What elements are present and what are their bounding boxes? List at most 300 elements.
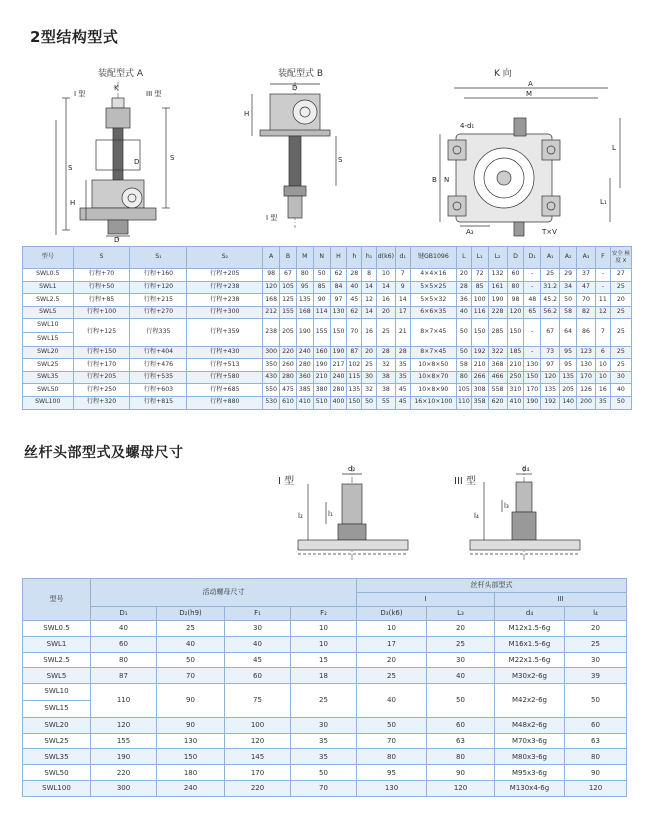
table-cell: 130	[357, 780, 427, 796]
table-cell: 150	[471, 319, 488, 346]
header-cell: A₂	[560, 247, 577, 269]
header-cell: L	[456, 247, 471, 269]
table-cell: 72	[471, 269, 488, 282]
table-cell: 102	[347, 359, 362, 372]
table-cell: 5×5×32	[410, 294, 456, 307]
table-cell: 10×8×90	[410, 384, 456, 397]
table-cell: 240	[296, 346, 313, 359]
table-cell: 115	[347, 371, 362, 384]
table-cell: 550	[263, 384, 280, 397]
table-cell: M16x1.5-6g	[495, 636, 565, 652]
table-cell: 10	[291, 636, 357, 652]
table-cell: 200	[577, 396, 596, 409]
table-cell: 105	[456, 384, 471, 397]
table-cell: 120	[91, 717, 157, 733]
table-cell: 205	[280, 319, 297, 346]
model-cell: SWL25	[23, 359, 74, 372]
table-cell: 32	[376, 359, 395, 372]
table-row	[23, 319, 632, 346]
svg-text:T×V: T×V	[542, 228, 557, 236]
table-cell: 80	[456, 371, 471, 384]
table-cell: 161	[488, 281, 507, 294]
table-row	[23, 359, 632, 372]
table-cell: 行程+85	[73, 294, 130, 307]
table-row	[23, 269, 632, 282]
table-cell: 55	[376, 396, 395, 409]
model-cell: SWL100	[23, 780, 91, 796]
table-cell: 行程+50	[73, 281, 130, 294]
table-cell: 20	[357, 652, 427, 668]
header-cell: 键GB1096	[410, 247, 456, 269]
table-cell: 58	[456, 359, 471, 372]
model-cell: SWL1	[23, 281, 74, 294]
table-cell: 190	[488, 294, 507, 307]
svg-text:S: S	[68, 164, 73, 172]
table-cell: 7	[595, 319, 610, 346]
table-cell: 40	[225, 636, 291, 652]
table-cell: 40	[456, 306, 471, 319]
svg-text:B: B	[432, 176, 437, 184]
model-cell: SWL35	[23, 749, 91, 765]
table-cell: 217	[330, 359, 347, 372]
table-cell: 98	[507, 294, 524, 307]
table-cell: 86	[577, 319, 596, 346]
table-cell: 30	[291, 717, 357, 733]
table-row	[23, 346, 632, 359]
svg-text:D: D	[114, 236, 120, 242]
table-row	[23, 384, 632, 397]
table-cell: 25	[291, 684, 357, 718]
table-cell: 27	[610, 269, 631, 282]
table-cell: 120	[507, 306, 524, 319]
header-nut: 活动螺母尺寸	[91, 579, 357, 607]
header-cell: A	[263, 247, 280, 269]
table-cell: 28	[395, 346, 410, 359]
table-cell: 210	[313, 371, 330, 384]
header-cell: S₁	[130, 247, 187, 269]
table-cell: 135	[541, 384, 560, 397]
table-cell: 25	[565, 636, 627, 652]
table-cell: 150	[157, 749, 225, 765]
table-cell: 12	[362, 294, 377, 307]
header-cell: l₄	[565, 607, 627, 621]
label-type-1: I 型	[278, 476, 295, 487]
table-cell: 6×6×35	[410, 306, 456, 319]
header-cell: h	[347, 247, 362, 269]
header-cell: H	[330, 247, 347, 269]
model-cell: SWL0.5	[23, 269, 74, 282]
table-cell: 28	[347, 269, 362, 282]
table-row	[23, 684, 627, 718]
table-cell: 50	[313, 269, 330, 282]
header-type-1: I	[357, 593, 495, 607]
svg-text:I 型: I 型	[266, 214, 278, 222]
drawing-k-view	[430, 78, 630, 238]
table-cell: 32	[362, 384, 377, 397]
model-cell: SWL100	[23, 396, 74, 409]
table-cell: 40	[347, 281, 362, 294]
table-cell: 90	[157, 717, 225, 733]
table-cell: 6	[595, 346, 610, 359]
table-cell: 168	[263, 294, 280, 307]
table-cell: 16	[376, 294, 395, 307]
table-cell: 50	[456, 346, 471, 359]
table-cell: 190	[313, 359, 330, 372]
table-row	[23, 636, 627, 652]
table-cell: 80	[565, 749, 627, 765]
header-cell: F₂	[291, 607, 357, 621]
table-cell: 60	[225, 668, 291, 684]
table-cell: 385	[296, 384, 313, 397]
table-cell: 14	[395, 294, 410, 307]
table-cell: 35	[291, 749, 357, 765]
svg-text:4-d₁: 4-d₁	[460, 122, 475, 130]
table-cell: 8×7×45	[410, 319, 456, 346]
table-cell: 行程+238	[187, 294, 263, 307]
table-cell: 20	[362, 346, 377, 359]
table-cell: 20	[376, 306, 395, 319]
table-cell: 70	[157, 668, 225, 684]
table-cell: 67	[541, 319, 560, 346]
table-cell: 18	[291, 668, 357, 684]
table-cell: 45	[395, 396, 410, 409]
table-cell: 192	[471, 346, 488, 359]
table-cell: 行程+70	[73, 269, 130, 282]
svg-text:d₄: d₄	[522, 465, 530, 473]
header-cell: S₂	[187, 247, 263, 269]
table-cell: 11	[595, 294, 610, 307]
table-cell: 190	[296, 319, 313, 346]
table-cell: -	[524, 346, 541, 359]
table-cell: 135	[347, 384, 362, 397]
model-cell: SWL0.5	[23, 621, 91, 637]
table-cell: 35	[395, 371, 410, 384]
header-cell: N	[313, 247, 330, 269]
table-cell: 17	[357, 636, 427, 652]
table-cell: 50	[427, 684, 495, 718]
table-cell: 285	[488, 319, 507, 346]
table-cell: 行程+880	[187, 396, 263, 409]
table-cell: 95	[560, 359, 577, 372]
table-cell: 280	[330, 384, 347, 397]
svg-text:d₂: d₂	[348, 465, 356, 473]
model-cell: SWL2.5	[23, 294, 74, 307]
table-cell: 29	[560, 269, 577, 282]
table-cell: 70	[291, 780, 357, 796]
table-cell: 60	[507, 269, 524, 282]
table-cell: 10	[595, 371, 610, 384]
table-cell: 80	[427, 749, 495, 765]
table-cell: 行程+404	[130, 346, 187, 359]
table-cell: 50	[362, 396, 377, 409]
model-cell: SWL25	[23, 733, 91, 749]
table-cell: 380	[313, 384, 330, 397]
table-cell: M95x3-6g	[495, 765, 565, 781]
table-cell: 90	[565, 765, 627, 781]
model-cell	[23, 684, 91, 718]
table-row	[23, 306, 632, 319]
table-cell: 17	[395, 306, 410, 319]
table-cell: 行程+205	[73, 371, 130, 384]
table-cell: 30	[427, 652, 495, 668]
table-cell: 40	[357, 684, 427, 718]
table-row	[23, 396, 632, 409]
table-cell: 210	[471, 359, 488, 372]
spec-table-nut-body	[23, 621, 627, 797]
table-cell: 280	[296, 359, 313, 372]
table-cell: 行程+215	[130, 294, 187, 307]
table-cell: 95	[560, 346, 577, 359]
section-title-structure: 2型结构型式	[30, 28, 119, 46]
table-cell: 120	[565, 780, 627, 796]
svg-text:A₃: A₃	[466, 228, 474, 236]
table-row	[23, 780, 627, 796]
table-cell: 行程+815	[130, 396, 187, 409]
table-row	[23, 717, 627, 733]
table-cell: 50	[157, 652, 225, 668]
table-cell: 25	[427, 636, 495, 652]
table-cell: 63	[565, 733, 627, 749]
header-cell: A₁	[541, 247, 560, 269]
table-cell: 25	[610, 359, 631, 372]
table-cell: 60	[91, 636, 157, 652]
spec-table-main	[22, 246, 632, 410]
table-cell: 155	[280, 306, 297, 319]
table-cell: 85	[313, 281, 330, 294]
table-cell: 39	[565, 668, 627, 684]
table-cell: 475	[280, 384, 297, 397]
table-cell: 40	[91, 621, 157, 637]
table-cell: 行程+125	[73, 319, 130, 346]
table-cell: 31.2	[541, 281, 560, 294]
table-row	[23, 668, 627, 684]
table-cell: 250	[507, 371, 524, 384]
table-cell: 90	[157, 684, 225, 718]
table-cell: 75	[225, 684, 291, 718]
table-cell: 行程+160	[130, 269, 187, 282]
table-cell: 190	[91, 749, 157, 765]
table-cell: 192	[541, 396, 560, 409]
table-cell: 45	[347, 294, 362, 307]
table-cell: 48	[524, 294, 541, 307]
table-cell: 45	[225, 652, 291, 668]
table-row	[23, 733, 627, 749]
model-cell: SWL5	[23, 306, 74, 319]
table-cell: 80	[507, 281, 524, 294]
table-cell: 100	[471, 294, 488, 307]
table-cell: 145	[225, 749, 291, 765]
table-cell: 30	[225, 621, 291, 637]
table-cell: -	[595, 269, 610, 282]
table-cell: 120	[427, 780, 495, 796]
table-cell: M42x2-6g	[495, 684, 565, 718]
table-header-row	[23, 247, 632, 269]
table-cell: 360	[296, 371, 313, 384]
table-cell: 14	[362, 281, 377, 294]
table-cell: 40	[427, 668, 495, 684]
table-cell: 16×10×100	[410, 396, 456, 409]
svg-text:l₄: l₄	[474, 512, 479, 520]
table-cell: 行程+270	[130, 306, 187, 319]
table-cell: 135	[560, 371, 577, 384]
table-cell: 行程+170	[73, 359, 130, 372]
table-cell: 310	[507, 384, 524, 397]
table-cell: 30	[565, 652, 627, 668]
svg-text:L₁: L₁	[600, 198, 607, 206]
table-cell: 4×4×16	[410, 269, 456, 282]
model-cell: SWL5	[23, 668, 91, 684]
table-cell: 20	[565, 621, 627, 637]
label-type-3: III 型	[454, 476, 477, 487]
svg-text:N: N	[444, 176, 450, 184]
table-cell: 87	[347, 346, 362, 359]
spec-table-nut	[22, 578, 627, 797]
table-cell: 130	[577, 359, 596, 372]
table-cell: 105	[280, 281, 297, 294]
model-cell: SWL1	[23, 636, 91, 652]
table-cell: M70x3-6g	[495, 733, 565, 749]
table-cell: 266	[471, 371, 488, 384]
header-cell: D₃(k6)	[357, 607, 427, 621]
table-row	[23, 765, 627, 781]
table-cell: 150	[347, 396, 362, 409]
table-cell: 95	[357, 765, 427, 781]
svg-text:M: M	[526, 90, 533, 98]
table-cell: -	[524, 319, 541, 346]
table-cell: 530	[263, 396, 280, 409]
header-cell: L₁	[471, 247, 488, 269]
header-cell: d₁	[395, 247, 410, 269]
svg-text:S: S	[338, 156, 343, 164]
table-cell: 行程+580	[187, 371, 263, 384]
table-cell: 350	[263, 359, 280, 372]
table-cell: 110	[91, 684, 157, 718]
table-cell: 322	[488, 346, 507, 359]
table-cell: 行程+535	[130, 371, 187, 384]
table-cell: 558	[488, 384, 507, 397]
svg-text:I 型: I 型	[74, 90, 86, 98]
table-cell: 20	[427, 621, 495, 637]
table-cell: 150	[524, 371, 541, 384]
table-cell: 610	[280, 396, 297, 409]
table-cell: M12x1.5-6g	[495, 621, 565, 637]
table-cell: 行程+476	[130, 359, 187, 372]
table-cell: 行程+603	[130, 384, 187, 397]
table-cell: 116	[471, 306, 488, 319]
table-cell: 135	[296, 294, 313, 307]
table-cell: 行程+320	[73, 396, 130, 409]
svg-text:A: A	[528, 80, 533, 88]
header-cell: D	[507, 247, 524, 269]
model-part: SWL10	[44, 687, 69, 696]
table-cell: 130	[524, 359, 541, 372]
table-cell: 行程+430	[187, 346, 263, 359]
table-cell: 行程+100	[73, 306, 130, 319]
table-cell: 90	[427, 765, 495, 781]
header-cell: L₂	[488, 247, 507, 269]
table-cell: 300	[91, 780, 157, 796]
table-cell: 510	[313, 396, 330, 409]
table-cell: 9	[395, 281, 410, 294]
table-row	[23, 621, 627, 637]
header-cell: S	[73, 247, 130, 269]
table-cell: 10	[291, 621, 357, 637]
model-part: SWL15	[23, 332, 73, 346]
table-cell: 28	[376, 346, 395, 359]
drawing-form-a	[46, 80, 186, 242]
drawing-screw-type-1	[296, 462, 412, 562]
table-cell: -	[524, 281, 541, 294]
table-cell: 40	[157, 636, 225, 652]
svg-text:III 型: III 型	[146, 90, 162, 98]
table-cell: 20	[456, 269, 471, 282]
table-cell: 50	[456, 319, 471, 346]
header-model: 型号	[23, 579, 91, 621]
spec-table-main-body	[23, 269, 632, 410]
header-cell: d(k6)	[376, 247, 395, 269]
table-cell: 10	[357, 621, 427, 637]
table-cell: 400	[330, 396, 347, 409]
table-cell: 64	[560, 319, 577, 346]
svg-text:l₁: l₁	[328, 510, 333, 518]
table-cell: 40	[610, 384, 631, 397]
model-cell: SWL50	[23, 765, 91, 781]
table-cell: 14	[376, 281, 395, 294]
table-cell: 35	[395, 359, 410, 372]
table-cell: 58	[560, 306, 577, 319]
table-cell: 210	[507, 359, 524, 372]
table-cell: 10×8×50	[410, 359, 456, 372]
table-cell: 5×5×25	[410, 281, 456, 294]
table-cell: 190	[524, 396, 541, 409]
table-cell: 行程+238	[187, 281, 263, 294]
table-cell: 80	[357, 749, 427, 765]
table-cell: 62	[330, 269, 347, 282]
table-cell: 82	[577, 306, 596, 319]
svg-text:K: K	[114, 84, 119, 92]
table-cell: 25	[362, 359, 377, 372]
model-part: SWL15	[23, 700, 90, 717]
svg-text:S: S	[170, 154, 175, 162]
table-cell: 410	[507, 396, 524, 409]
header-cell: A₃	[577, 247, 596, 269]
table-cell: 97	[330, 294, 347, 307]
header-screw: 丝杆头部型式	[357, 579, 627, 593]
table-cell: 7	[395, 269, 410, 282]
table-cell: 87	[91, 668, 157, 684]
table-cell: 170	[225, 765, 291, 781]
model-cell	[23, 319, 74, 346]
table-cell: 85	[471, 281, 488, 294]
svg-text:l₃: l₃	[504, 502, 509, 510]
table-cell: 45.2	[541, 294, 560, 307]
table-cell: 行程+205	[187, 269, 263, 282]
table-cell: 150	[507, 319, 524, 346]
table-cell: 130	[330, 306, 347, 319]
table-cell: 120	[263, 281, 280, 294]
table-cell: -	[595, 281, 610, 294]
table-cell: 行程+120	[130, 281, 187, 294]
table-cell: 160	[313, 346, 330, 359]
table-cell: 65	[524, 306, 541, 319]
table-cell: 20	[610, 294, 631, 307]
header-type-3: III	[495, 593, 627, 607]
table-cell: 90	[313, 294, 330, 307]
table-cell: 130	[157, 733, 225, 749]
header-cell: D₁	[91, 607, 157, 621]
table-cell: 155	[91, 733, 157, 749]
table-cell: 358	[471, 396, 488, 409]
